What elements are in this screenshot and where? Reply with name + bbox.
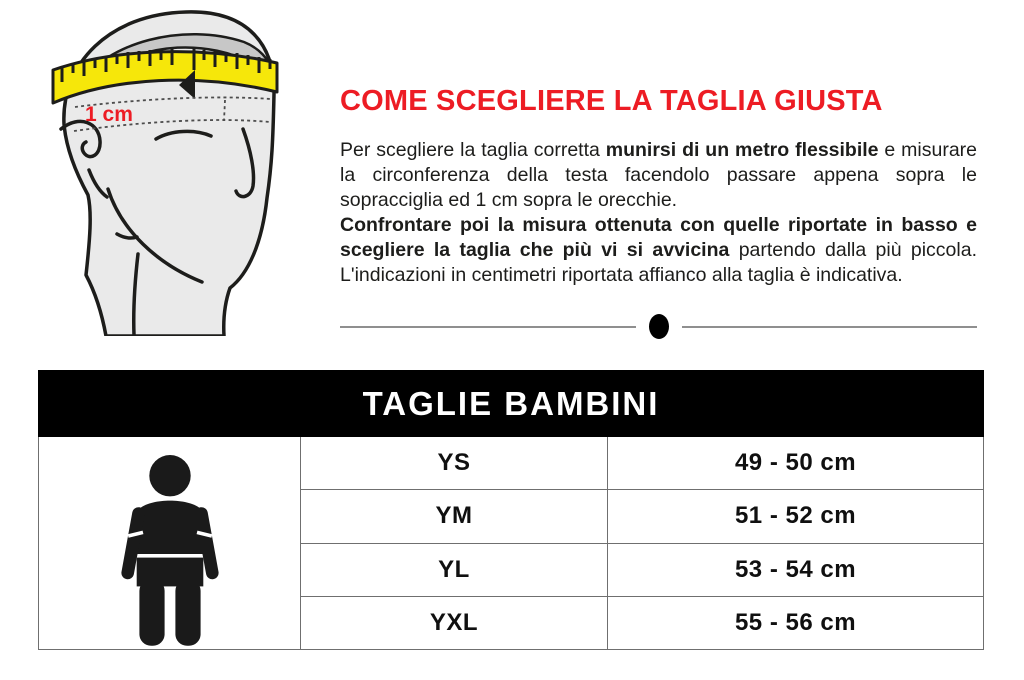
page-title: COME SCEGLIERE LA TAGLIA GIUSTA [340, 85, 883, 117]
size-range: 55 - 56 cm [734, 608, 857, 636]
figure-head [149, 455, 190, 496]
p2-bold-text: Confrontare poi la misura ottenuta con quelle riportate in basso e scegliere la taglia che più vi si avvicina [340, 214, 977, 261]
size-row-yl [301, 543, 983, 596]
p2-text: partendo dalla più piccola. L'indicazioni in centimetri riportata affianco alla taglia è indicativa. [340, 239, 977, 286]
divider-line-right [682, 326, 978, 328]
size-label: YS [301, 437, 608, 489]
size-row-ys [301, 437, 983, 489]
p1-text: Per scegliere la taglia corretta [340, 139, 606, 161]
size-table-title: TAGLIE BAMBINI [362, 384, 660, 422]
figure-leg-left [139, 579, 164, 646]
kids-size-table [38, 370, 984, 650]
one-cm-label: 1 cm [85, 103, 133, 126]
size-table-header [38, 370, 984, 437]
figure-torso [136, 501, 203, 554]
size-range: 51 - 52 cm [734, 502, 857, 530]
measurement-instructions [340, 86, 977, 288]
size-label: YM [301, 490, 608, 542]
size-label: YL [301, 544, 608, 596]
size-range: 49 - 50 cm [734, 449, 857, 477]
child-figure-cell [39, 437, 301, 649]
section-divider [340, 314, 977, 339]
child-figure-icon [116, 453, 224, 646]
intro-paragraph-1 [340, 138, 977, 213]
size-row-yxl [301, 596, 983, 649]
divider-dot-icon [649, 314, 669, 339]
size-rows [301, 437, 983, 649]
size-label: YXL [301, 597, 608, 649]
size-row-ym [301, 489, 983, 542]
size-table-body [38, 437, 984, 650]
p1-text-end: e misurare la circonferenza della testa facendolo passare appena sopra le sopracciglia ed 1 cm sopra le orecchie. [340, 139, 978, 211]
size-range: 53 - 54 cm [734, 555, 857, 583]
intro-paragraph-2 [340, 213, 977, 288]
p1-bold-text: munirsi di un metro flessibile [605, 139, 879, 161]
divider-line-left [340, 326, 636, 328]
figure-leg-right [175, 579, 200, 646]
head-with-tape-measure-illustration [42, 2, 326, 336]
